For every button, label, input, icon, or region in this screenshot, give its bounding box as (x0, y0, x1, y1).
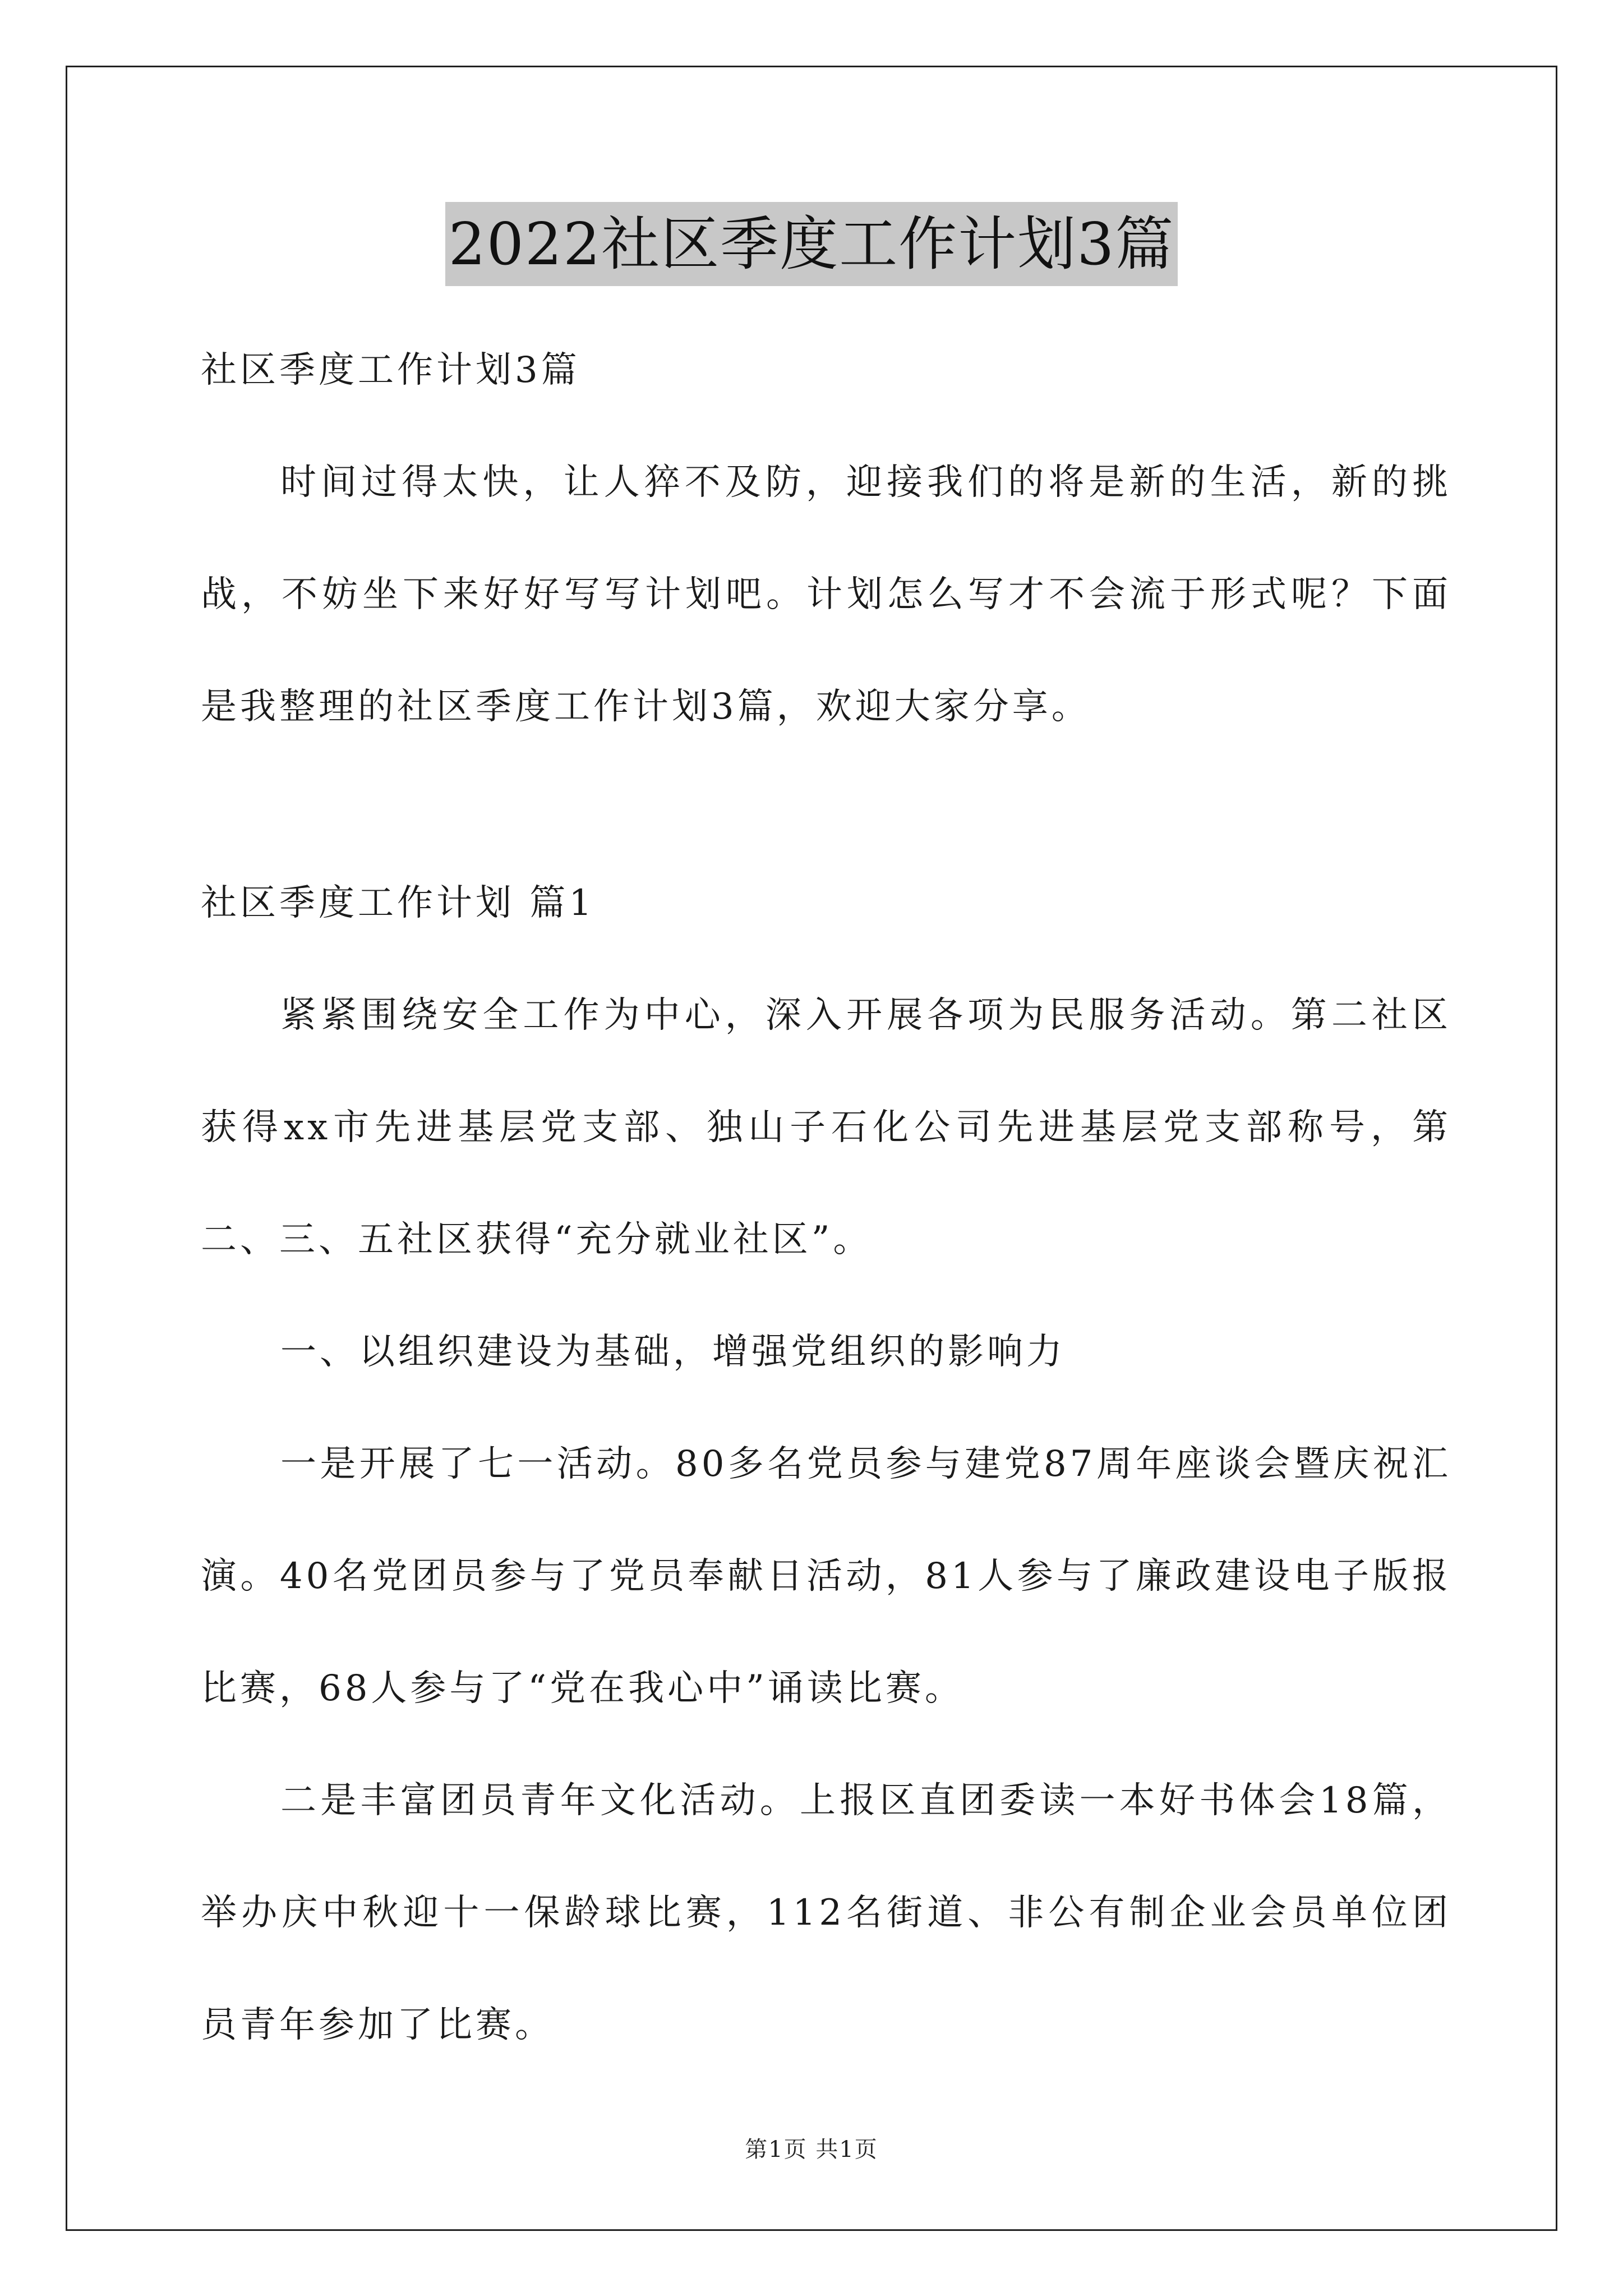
section-heading: 社区季度工作计划 篇1 (201, 882, 596, 924)
section-gap (201, 763, 1451, 847)
document-subtitle: 社区季度工作计划3篇 (201, 349, 580, 391)
body-paragraph: 紧紧围绕安全工作为中心，深入开展各项为民服务活动。第二社区获得xx市先进基层党支部、独山子石化公司先进基层党支部称号，第二、三、五社区获得“充分就业社区”。 (201, 995, 1451, 1260)
title-container (0, 202, 1623, 286)
page-footer: 第1页 共1页 (745, 2137, 878, 2162)
body-paragraph: 二是丰富团员青年文化活动。上报区直团委读一本好书体会18篇，举办庆中秋迎十一保龄球比赛，112名街道、非公有制企业会员单位团员青年参加了比赛。 (201, 1780, 1451, 2046)
document-body (201, 314, 1451, 2081)
intro-paragraph: 时间过得太快，让人猝不及防，迎接我们的将是新的生活，新的挑战，不妨坐下来好好写写计划吧。计划怎么写才不会流于形式呢？下面是我整理的社区季度工作计划3篇，欢迎大家分享。 (201, 462, 1451, 728)
document-title: 2022社区季度工作计划3篇 (445, 202, 1178, 286)
body-paragraph: 一、以组织建设为基础，增强党组织的影响力 (280, 1331, 1066, 1373)
body-paragraph: 一是开展了七一活动。80多名党员参与建党87周年座谈会暨庆祝汇演。40名党团员参与了党员奉献日活动，81人参与了廉政建设电子版报比赛，68人参与了“党在我心中”诵读比赛。 (201, 1443, 1451, 1709)
